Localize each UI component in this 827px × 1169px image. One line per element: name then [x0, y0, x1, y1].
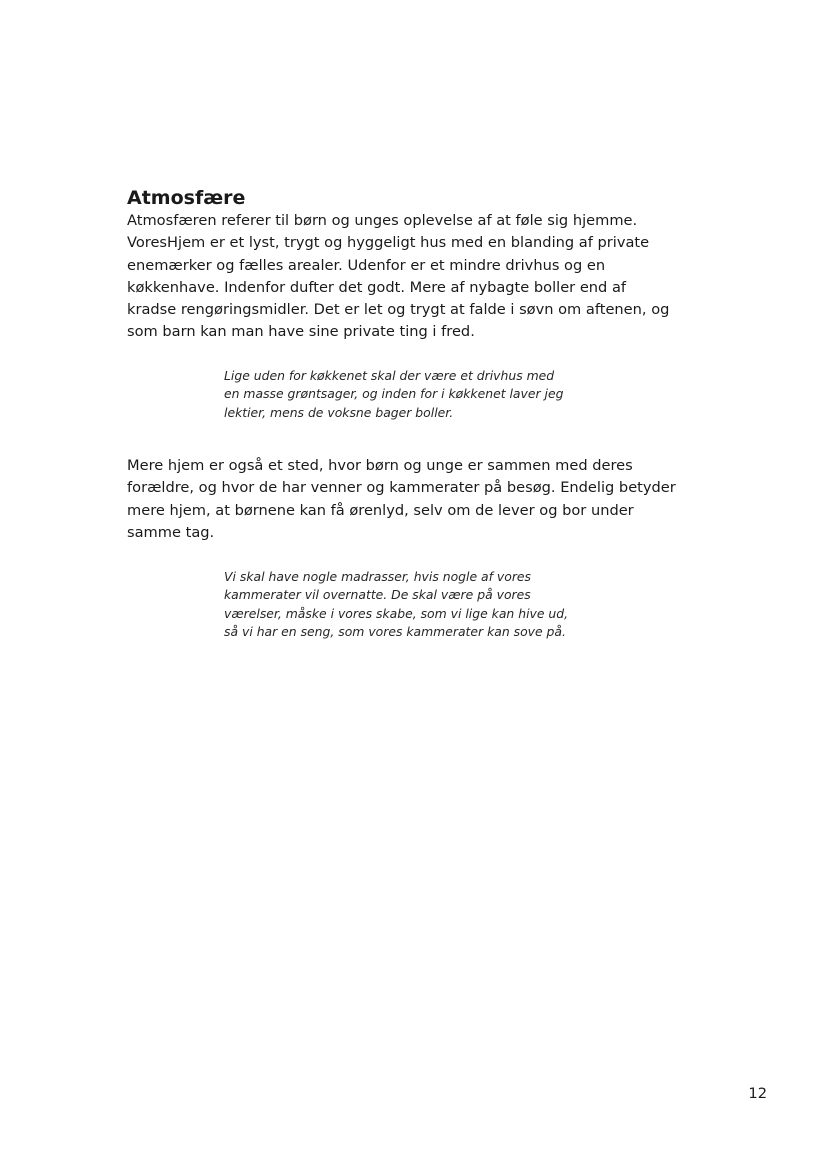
paragraph-line: Atmosfæren referer til børn og unges oplevelse af at føle sig hjemme.: [127, 212, 638, 229]
paragraph-more-home: [127, 455, 727, 544]
quote-line: en masse grøntsager, og inden for i køkkenet laver jeg: [224, 386, 564, 402]
quote-mattresses: [224, 568, 644, 642]
paragraph-line: mere hjem, at børnene kan få ørenlyd, selv om de lever og bor under: [127, 501, 634, 519]
paragraph-line: kradse rengøringsmidler. Det er let og trygt at falde i søvn om aftenen, og: [127, 301, 670, 319]
paragraph-line: køkkenhave. Indenfor dufter det godt. Mere af nybagte boller end af: [127, 278, 627, 296]
quote-line: Vi skal have nogle madrasser, hvis nogle af vores: [224, 569, 531, 584]
paragraph-line: VoresHjem er et lyst, trygt og hyggeligt hus med en blanding af private: [127, 234, 650, 252]
quote-line: så vi har en seng, som vores kammerater kan sove på.: [224, 624, 566, 640]
section-heading: Atmosfære: [127, 187, 246, 209]
paragraph-line: Mere hjem er også et sted, hvor børn og unge er sammen med deres: [127, 457, 633, 474]
paragraph-line: enemærker og fælles arealer. Udenfor er et mindre drivhus og en: [127, 256, 606, 274]
quote-line: værelser, måske i vores skabe, som vi lige kan hive ud,: [224, 605, 569, 621]
quote-line: lektier, mens de voksne bager boller.: [224, 404, 454, 420]
paragraph-line: som barn kan man have sine private ting i fred.: [127, 323, 475, 341]
quote-line: kammerater vil overnatte. De skal være på vores: [224, 587, 531, 603]
quote-line: Lige uden for køkkenet skal der være et drivhus med: [224, 368, 555, 383]
paragraph-line: forældre, og hvor de har venner og kammerater på besøg. Endelig betyder: [127, 479, 676, 497]
paragraph-line: samme tag.: [127, 523, 215, 541]
quote-greenhouse: [224, 367, 644, 422]
page-number: 12: [748, 1085, 767, 1102]
paragraph-atmosphere: [127, 210, 727, 344]
